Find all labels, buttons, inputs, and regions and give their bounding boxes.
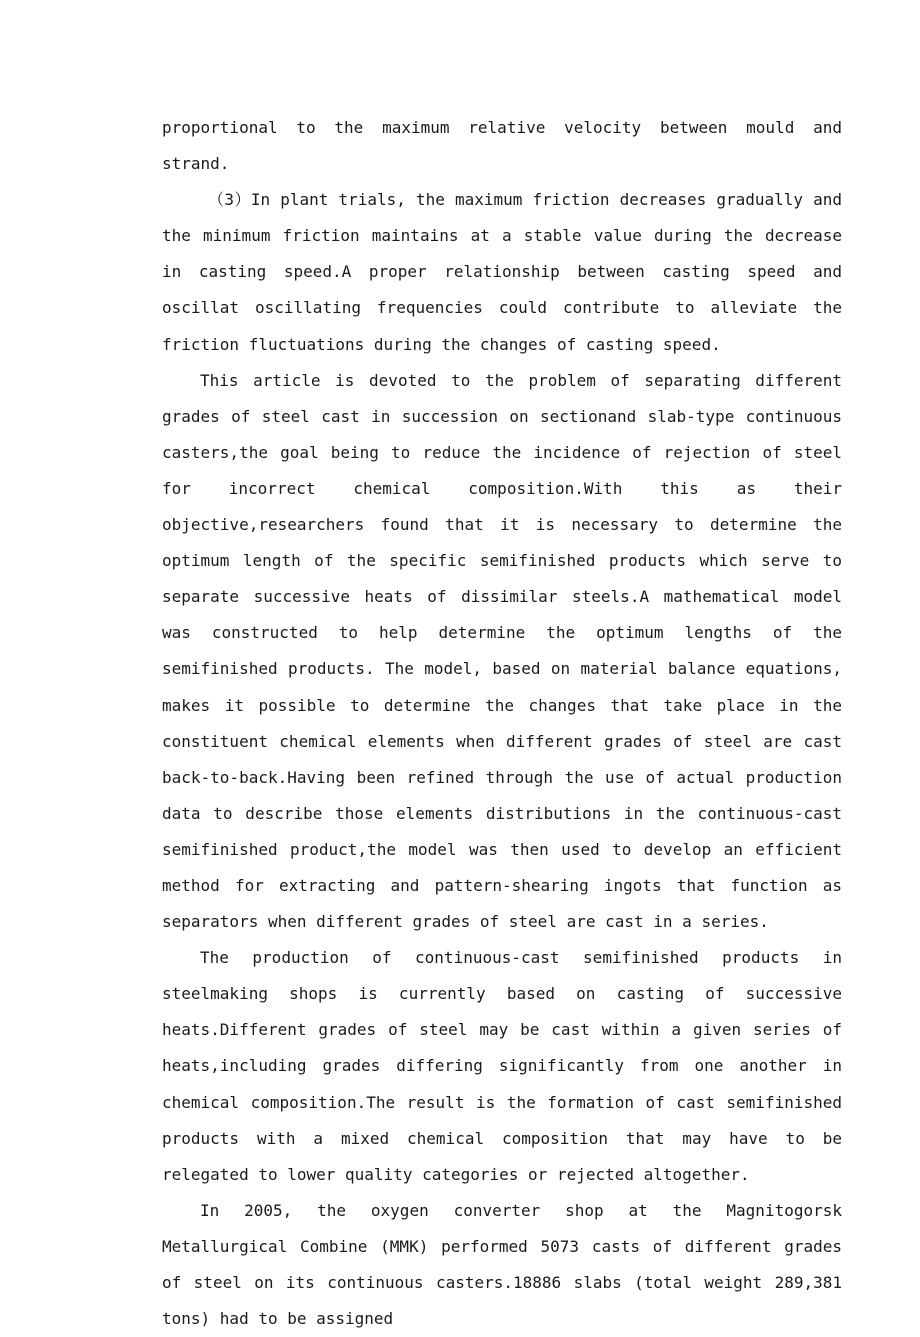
conclusion-item-3: （3）In plant trials, the maximum friction decreases gradually and the minimum friction maintains at a stable value during the decrease in casting speed.A proper relationship between casting speed and oscillat oscillating frequencies could contribute to alleviate the friction fluctuations during the changes of casting speed. — [162, 190, 842, 354]
paragraph-mmk: In 2005, the oxygen converter shop at the Magnitogorsk Metallurgical Combine (MMK) performed 5073 casts of different grades of steel on its continuous casters.18886 slabs (total weight 289,381 tons) had to be assigned — [162, 1200, 842, 1329]
paragraph-article-intro: This article is devoted to the problem of separating different grades of steel cast in succession on sectionand slab-type continuous casters,the goal being to reduce the incidence of rejection of steel for incorrect chemical composition.With this as their objective,researchers found that it is necessary to determine the optimum length of the specific semifinished products which serve to separate successive heats of dissimilar steels.A mathematical model was constructed to help determine the optimum lengths of the semifinished products. The model, based on material balance equations, makes it possible to determine the changes that take place in the constituent chemical elements when different grades of steel are cast back-to-back.Having been refined through the use of actual production data to describe those elements distributions in the continuous-cast semifinished product,the model was then used to develop an efficient method for extracting and pattern-shearing ingots that function as separators when different grades of steel are cast in a series. — [162, 370, 842, 932]
document-page — [162, 110, 842, 1337]
paragraph-continuation: proportional to the maximum relative velocity between mould and strand. — [162, 118, 842, 174]
paragraph-production: The production of continuous-cast semifinished products in steelmaking shops is currently based on casting of successive heats.Different grades of steel may be cast within a given series of heats,including grades differing significantly from one another in chemical composition.The result is the formation of cast semifinished products with a mixed chemical composition that may have to be relegated to lower quality categories or rejected altogether. — [162, 948, 842, 1184]
